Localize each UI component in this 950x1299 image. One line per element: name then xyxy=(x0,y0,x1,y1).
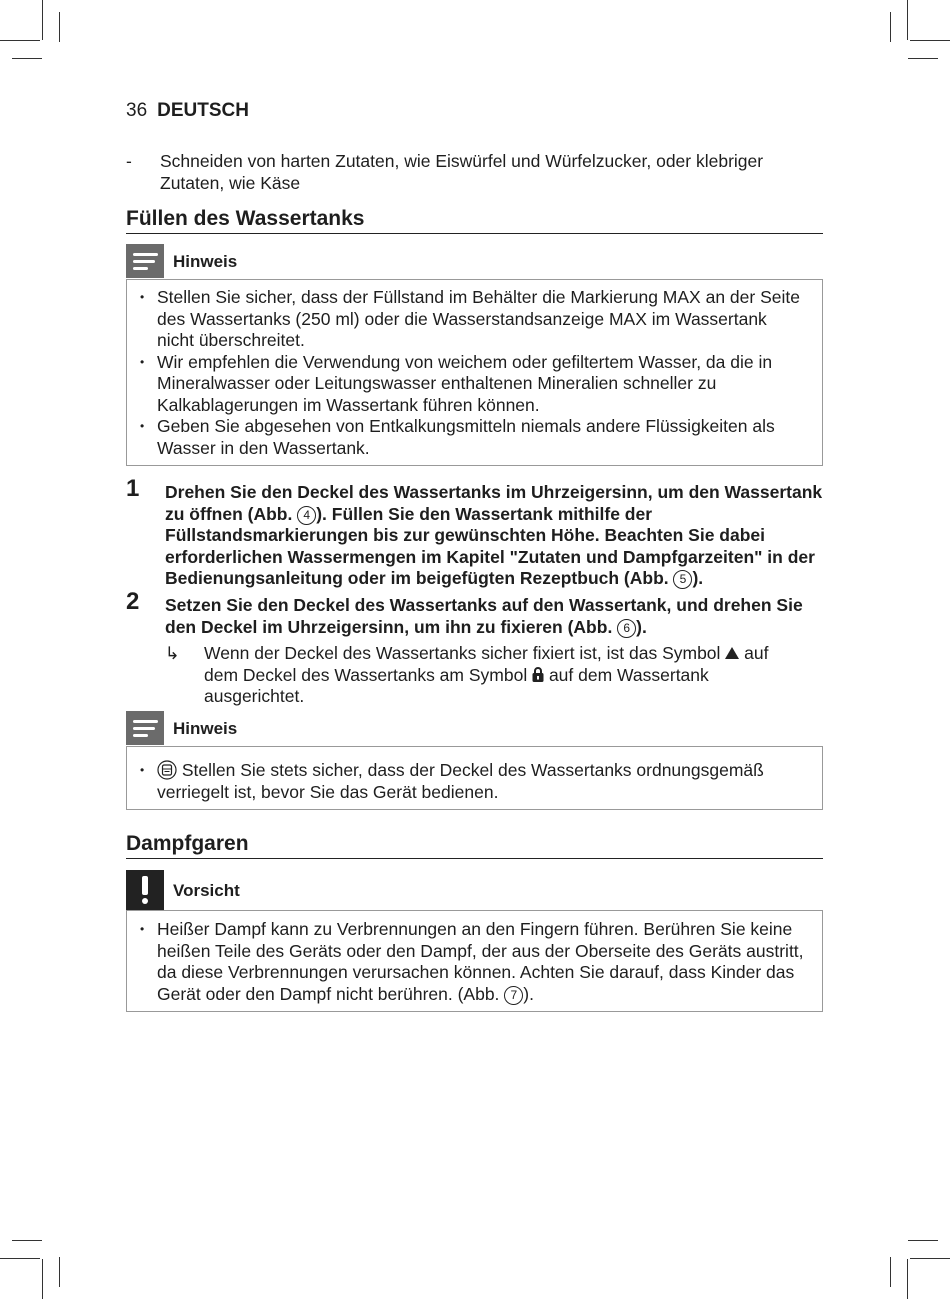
note-icon xyxy=(126,711,164,745)
section-title: Füllen des Wassertanks xyxy=(126,207,823,234)
caution-box xyxy=(126,910,823,1012)
note-text: Geben Sie abgesehen von Entkalkungsmitteln niemals andere Flüssigkeiten als Wasser in den Wassertank. xyxy=(157,416,775,458)
note-box xyxy=(126,279,823,466)
note-label: Hinweis xyxy=(173,719,238,738)
caution-label: Vorsicht xyxy=(173,881,240,900)
note-text: Stellen Sie stets sicher, dass der Deckel des Wassertanks ordnungsgemäß verriegelt ist, bevor Sie das Gerät bedienen. xyxy=(157,760,764,802)
note-text: Stellen Sie sicher, dass der Füllstand im Behälter die Markierung MAX an der Seite des Wassertanks (250 ml) oder die Wasserstandsanzeige MAX im Wassertank nicht überschreitet. xyxy=(157,287,800,350)
step-text: Drehen Sie den Deckel des Wassertanks im Uhrzeigersinn, um den Wassertank zu öffnen (Abb. 4 ). Füllen Sie den Wassertank mithilfe der Füllstandsmarkierungen bis zur gewünschten Höhe. Beachten Sie dabei erforderlichen Wassermengen im Kapitel "Zutaten und Dampfgarzeiten" in der Bedienungsanleitung oder im beigefügten Rezeptbuch (Abb. 5 ). xyxy=(165,482,823,588)
crop-mark xyxy=(910,1258,950,1259)
bullet: • xyxy=(140,763,145,777)
list-item-text: Schneiden von harten Zutaten, wie Eiswürfel und Würfelzucker, oder klebriger Zutaten, wie Käse xyxy=(160,151,764,193)
crop-mark xyxy=(0,1258,40,1259)
note-item xyxy=(127,352,822,417)
crop-mark xyxy=(908,1240,938,1241)
page-number: 36 xyxy=(126,100,148,121)
note-item xyxy=(127,760,822,803)
bullet: • xyxy=(140,922,145,936)
crop-mark xyxy=(907,0,908,40)
figure-ref: 6 xyxy=(617,619,636,638)
result-text: Wenn der Deckel des Wassertanks sicher fixiert ist, ist das Symbol auf dem Deckel des Wassertanks am Symbol auf dem Wassertank ausgerichtet. xyxy=(204,643,769,706)
note-box xyxy=(126,746,823,810)
note-label: Hinweis xyxy=(173,252,238,271)
crop-mark xyxy=(59,1257,60,1287)
step-text: Setzen Sie den Deckel des Wassertanks auf den Wassertank, und drehen Sie den Deckel im Uhrzeigersinn, um ihn zu fixieren (Abb. 6 ). xyxy=(165,595,803,637)
note-item xyxy=(127,416,822,459)
bullet: • xyxy=(140,290,145,304)
note-item xyxy=(127,287,822,352)
note-icon xyxy=(126,244,164,278)
bullet: • xyxy=(140,354,145,369)
crop-mark xyxy=(907,1259,908,1299)
result-arrow-icon: ↳ xyxy=(165,643,180,663)
step-result xyxy=(165,643,805,708)
crop-mark xyxy=(12,58,42,59)
crop-mark xyxy=(42,1259,43,1299)
dash-marker: - xyxy=(126,151,132,171)
page-header xyxy=(126,100,249,122)
note-header xyxy=(126,244,823,278)
crop-mark xyxy=(910,40,950,41)
crop-mark xyxy=(12,1240,42,1241)
language-label: DEUTSCH xyxy=(157,100,249,121)
crop-mark xyxy=(42,0,43,40)
step-1 xyxy=(126,475,823,590)
figure-ref: 4 xyxy=(297,506,316,525)
crop-mark xyxy=(908,58,938,59)
figure-ref: 7 xyxy=(504,986,523,1005)
warning-icon xyxy=(126,870,164,910)
note-text: Wir empfehlen die Verwendung von weichem oder gefiltertem Wasser, da die in Mineralwasser oder Leitungswasser enthaltenen Mineralien schneller zu Kalkablagerungen im Wassertank führen können. xyxy=(157,351,773,415)
crop-mark xyxy=(0,40,40,41)
figure-ref: 5 xyxy=(673,570,692,589)
crop-mark xyxy=(890,12,891,42)
bullet: • xyxy=(140,419,145,433)
list-item xyxy=(126,150,826,194)
step-2 xyxy=(126,588,823,638)
triangle-icon xyxy=(725,647,739,659)
caution-header xyxy=(126,870,823,910)
lock-icon xyxy=(532,667,544,682)
section-title: Dampfgaren xyxy=(126,832,823,859)
note-header xyxy=(126,711,823,745)
step-number: 2 xyxy=(126,588,140,615)
step-number: 1 xyxy=(126,475,140,502)
crop-mark xyxy=(59,12,60,42)
caution-item: • Heißer Dampf kann zu Verbrennungen an den Fingern führen. Berühren Sie keine heißen Teile des Geräts oder den Dampf, der aus der Oberseite des Geräts austritt, da diese Verbrennungen verursachen können. Achten Sie darauf, dass Kinder das Gerät oder den Dampf nicht berühren. (Abb. 7 ). xyxy=(140,919,804,1004)
appliance-icon xyxy=(157,760,177,780)
crop-mark xyxy=(890,1257,891,1287)
